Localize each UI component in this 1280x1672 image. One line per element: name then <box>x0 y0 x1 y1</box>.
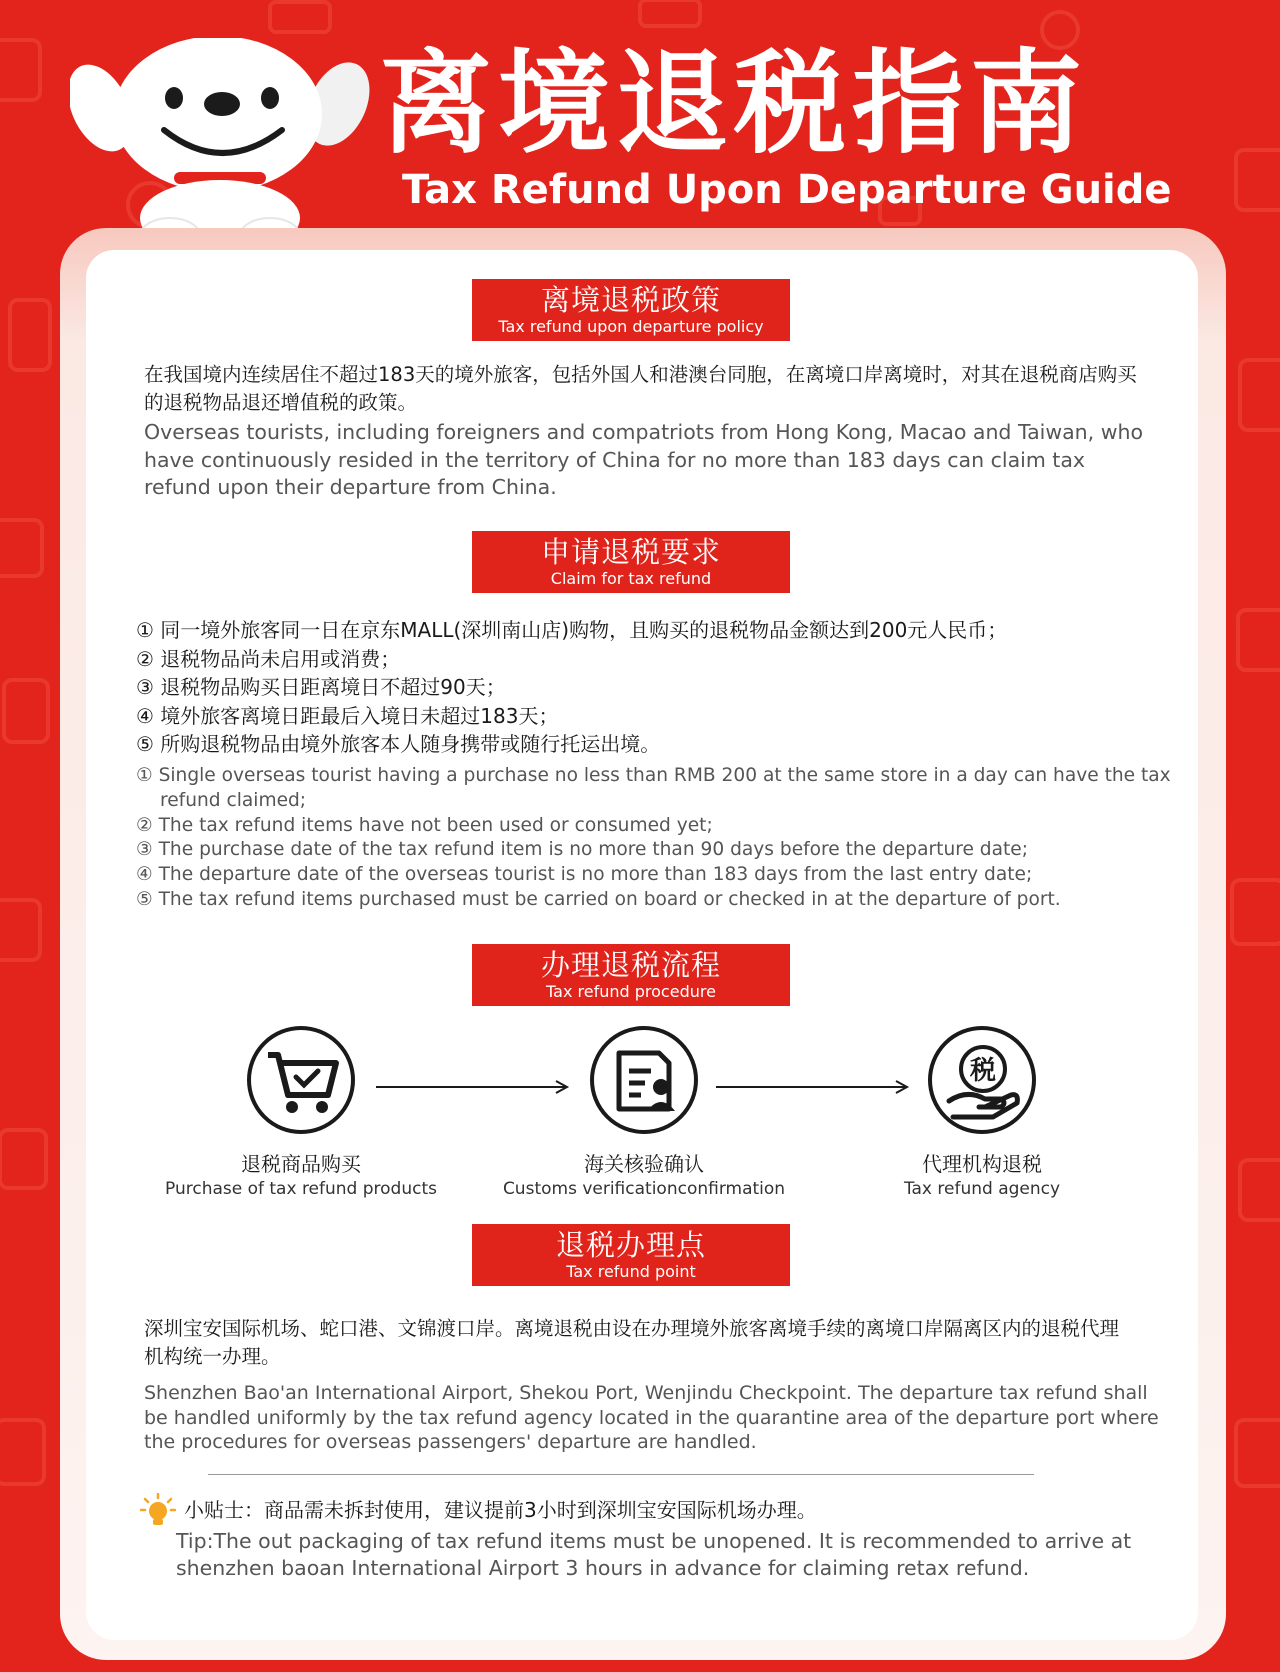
step-label-zh: 海关核验确认 <box>584 1152 704 1176</box>
policy-text-en: Overseas tourists, including foreigners and compatriots from Hong Kong, Macao and Taiwan, who have continuously resided in the territory of China for no more than 183 days can claim tax refund upon their departure from China. <box>144 420 1144 499</box>
procedure-heading <box>472 944 790 1006</box>
tip-text-zh: 小贴士：商品需未拆封使用，建议提前3小时到深圳宝安国际机场办理。 <box>184 1498 817 1522</box>
mascot-dog-logo <box>70 38 370 248</box>
policy-heading-en: Tax refund upon departure policy <box>498 317 764 336</box>
list-item: ④ The departure date of the overseas tourist is no more than 183 days from the last entry date; <box>136 864 1033 886</box>
requirements-heading-en: Claim for tax refund <box>550 569 712 588</box>
refund-point-heading-en: Tax refund point <box>566 1262 696 1281</box>
step-label-en: Purchase of tax refund products <box>165 1179 437 1199</box>
page-title: 离境退税指南 <box>380 39 1088 169</box>
list-item: ⑤ The tax refund items purchased must be carried on board or checked in at the departure of port. <box>136 888 1061 910</box>
tax-badge-text: 税 <box>969 1056 997 1086</box>
refund-point-text-en: Shenzhen Bao'an International Airport, Shekou Port, Wenjindu Checkpoint. The departure tax refund shall be handled uniformly by the tax refund agency located in the quarantine area of the departure port where the procedures for overseas passengers' departure are handled. <box>144 1382 1159 1453</box>
requirements-list-en <box>136 764 1196 913</box>
step-label-en: Customs verificationconfirmation <box>502 1179 786 1199</box>
step-label-zh: 代理机构退税 <box>922 1152 1042 1176</box>
policy-heading-zh: 离境退税政策 <box>540 283 721 317</box>
procedure-step-refund <box>822 1025 1142 1201</box>
list-item: ① Single overseas tourist having a purchase no less than RMB 200 at the same store in a day can have the tax refund claimed; <box>136 765 1171 811</box>
policy-text-zh: 在我国境内连续居住不超过183天的境外旅客，包括外国人和港澳台同胞，在离境口岸离境时，对其在退税商店购买的退税物品退还增值税的政策。 <box>144 363 1137 414</box>
list-item: ③ 退税物品购买日距离境日不超过90天； <box>136 675 506 699</box>
list-item: ② 退税物品尚未启用或消费； <box>136 646 401 671</box>
requirements-heading-zh: 申请退税要求 <box>540 535 721 569</box>
step-label-en: Tax refund agency <box>903 1179 1061 1199</box>
procedure-step-customs <box>484 1025 804 1201</box>
list-item: ③ The purchase date of the tax refund item is no more than 90 days before the departure date; <box>136 839 1028 861</box>
divider <box>208 1474 1034 1475</box>
procedure-heading-zh: 办理退税流程 <box>540 948 721 982</box>
refund-point-heading <box>472 1224 790 1286</box>
shopping-cart-check-icon <box>246 1025 356 1135</box>
step-label-zh: 退税商品购买 <box>241 1152 361 1176</box>
procedure-step-purchase <box>141 1025 461 1201</box>
list-item: ④ 境外旅客离境日距最后入境日未超过183天； <box>136 703 559 728</box>
page-subtitle: Tax Refund Upon Departure Guide <box>402 167 1172 213</box>
list-item: ⑤ 所购退税物品由境外旅客本人随身携带或随行托运出境。 <box>136 732 661 756</box>
requirements-heading <box>472 531 790 593</box>
list-item: ① 同一境外旅客同一日在京东MALL(深圳南山店)购物，且购买的退税物品金额达到200元人民币； <box>136 618 1008 642</box>
refund-point-text-zh: 深圳宝安国际机场、蛇口港、文锦渡口岸。离境退税由设在办理境外旅客离境手续的离境口岸隔离区内的退税代理机构统一办理。 <box>144 1317 1120 1368</box>
tip-text-en: Tip:The out packaging of tax refund items must be unopened. It is recommended to arrive at shenzhen baoan International Airport 3 hours in advance for claiming retax refund. <box>176 1529 1132 1580</box>
refund-point-heading-zh: 退税办理点 <box>555 1228 706 1262</box>
document-person-icon <box>589 1025 699 1135</box>
list-item: ② The tax refund items have not been used or consumed yet; <box>136 814 713 836</box>
hand-tax-icon <box>927 1025 1037 1135</box>
requirements-list-zh <box>136 616 1136 759</box>
procedure-heading-en: Tax refund procedure <box>546 982 716 1001</box>
policy-heading <box>472 279 790 341</box>
lightbulb-icon <box>140 1493 176 1529</box>
